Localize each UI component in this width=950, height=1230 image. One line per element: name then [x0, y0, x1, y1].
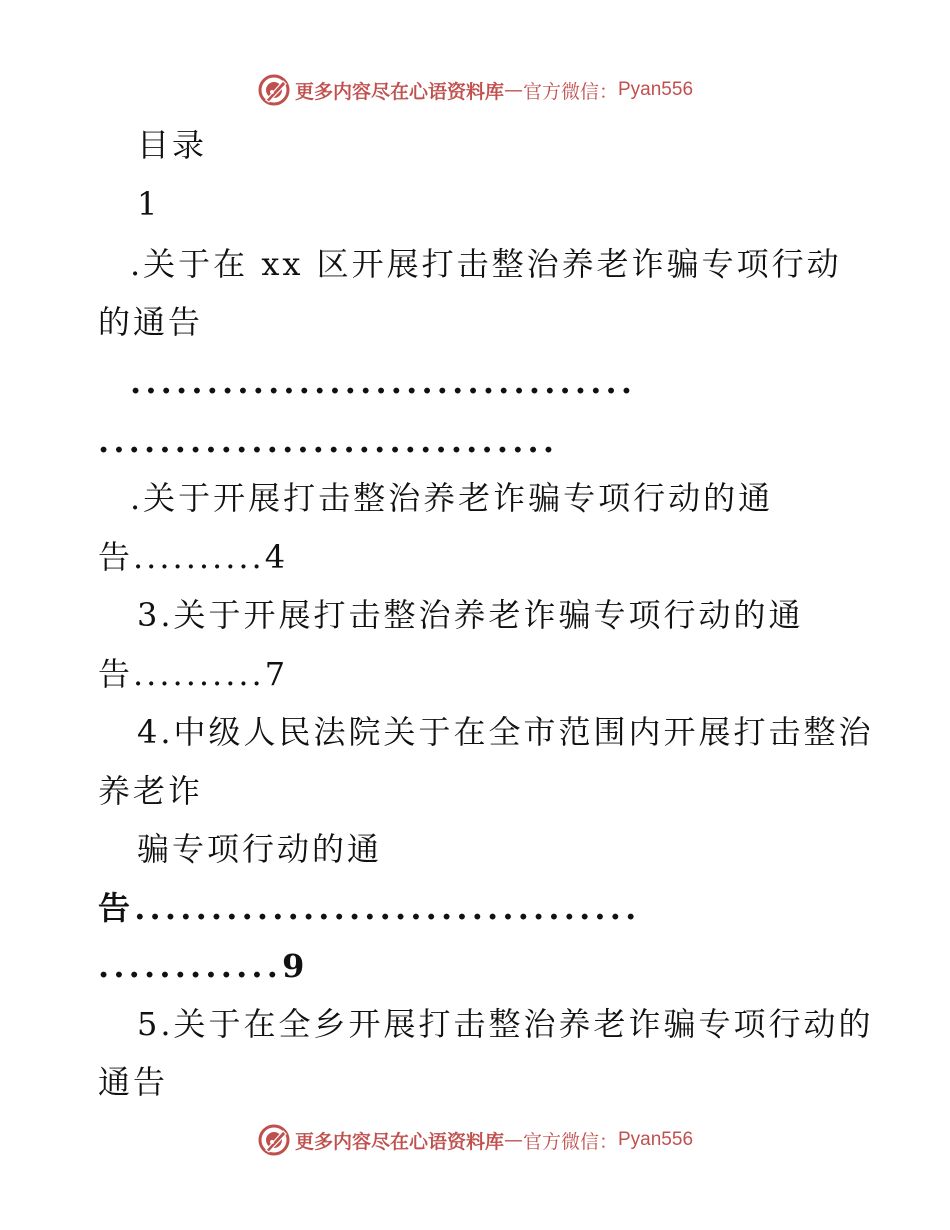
toc-item-1-line-2: 的通告	[98, 303, 204, 341]
footer-banner	[0, 1120, 950, 1160]
banner-wechat-id: Pyan556	[618, 1129, 694, 1150]
banner-wechat-label: 官方微信：	[522, 1130, 618, 1153]
banner-dash: —	[503, 1129, 523, 1151]
toc-item-4-line-2: 养老诈	[98, 772, 204, 810]
toc-item-4-line-5: ............9	[98, 947, 309, 985]
banner-site-text: 更多内容尽在心语资料库	[294, 1130, 504, 1153]
pen-logo-icon	[257, 73, 291, 107]
toc-item-1-leader-dots: .................................	[130, 363, 637, 401]
banner-wechat-id: Pyan556	[618, 79, 694, 100]
toc-item-2-line-2: 告..........4	[98, 538, 289, 576]
toc-item-1-line-1: .关于在 xx 区开展打击整治养老诈骗专项行动	[130, 245, 842, 283]
toc-item-5-line-1: 5.关于在全乡开展打击整治养老诈骗专项行动的	[137, 1005, 874, 1043]
toc-number: 1	[137, 185, 161, 223]
toc-item-1-leader-dots-2: ..............................	[98, 422, 559, 460]
toc-item-5-line-2: 通告	[98, 1063, 169, 1101]
toc-heading: 目录	[137, 126, 208, 164]
banner-dash: —	[503, 79, 523, 101]
toc-item-4-line-1: 4.中级人民法院关于在全市范围内开展打击整治	[137, 713, 874, 751]
banner-wechat-label: 官方微信：	[522, 80, 618, 103]
pen-logo-icon	[257, 1123, 291, 1157]
toc-item-4-line-3: 骗专项行动的通	[137, 830, 383, 868]
banner-site-text: 更多内容尽在心语资料库	[294, 80, 504, 103]
header-banner	[0, 70, 950, 110]
toc-item-3-line-1: 3.关于开展打击整治养老诈骗专项行动的通	[137, 596, 804, 634]
toc-item-2-line-1: .关于开展打击整治养老诈骗专项行动的通	[130, 479, 774, 517]
toc-item-3-line-2: 告..........7	[98, 655, 289, 693]
toc-item-4-line-4: 告.................................	[98, 889, 641, 927]
